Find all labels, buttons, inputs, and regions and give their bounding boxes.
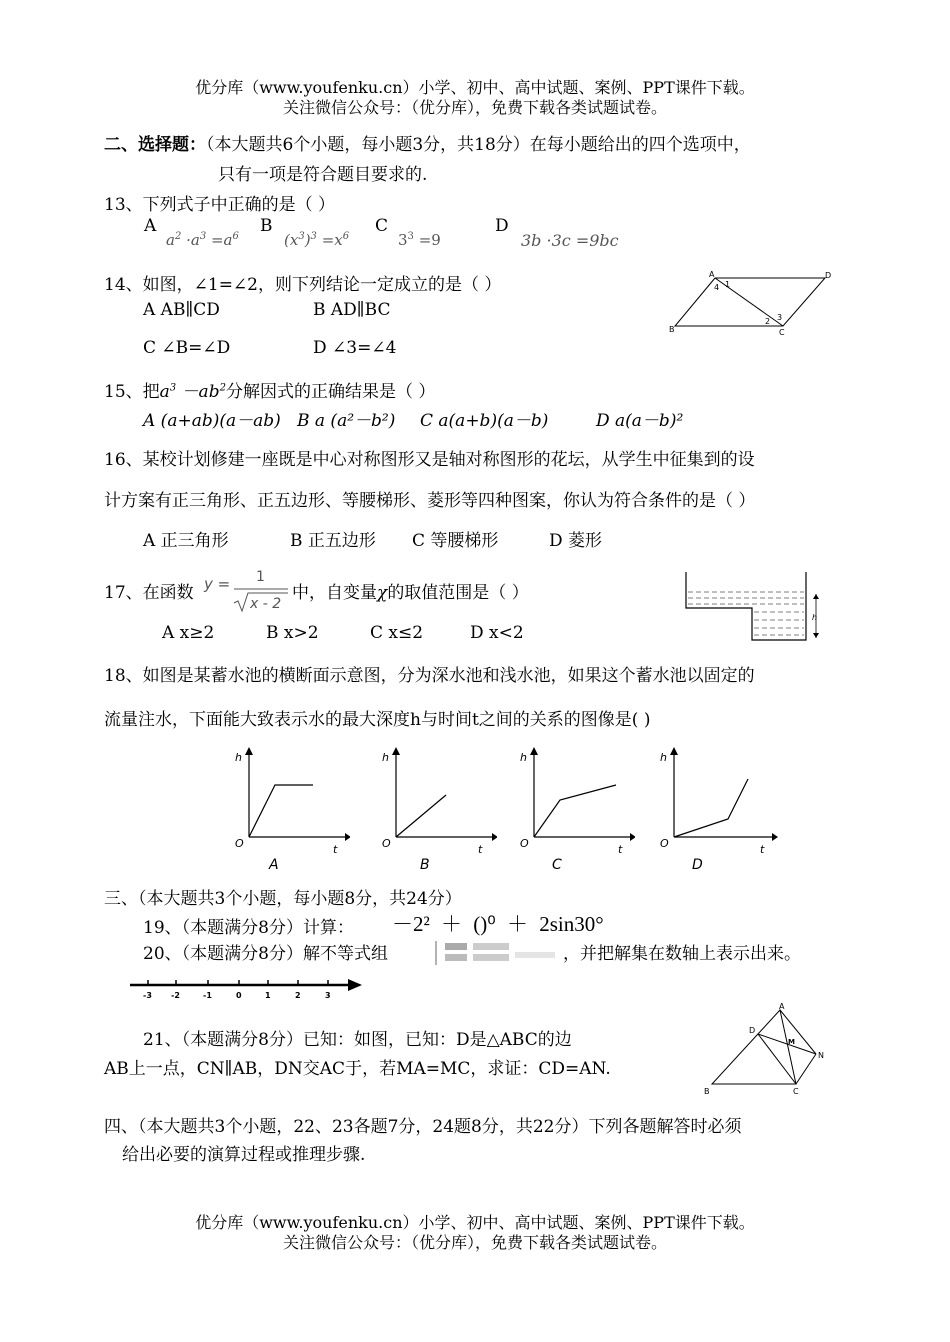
q18-graph-a-h: h	[235, 751, 242, 764]
q18-graph-c	[510, 745, 635, 875]
q17-var: χ	[377, 583, 388, 603]
q19-text: 19、（本题满分8分）计算：	[143, 918, 354, 938]
q21-label-c: C	[793, 1087, 799, 1096]
q21-label-d: D	[749, 1026, 756, 1035]
q20-tick-neg3: -3	[143, 991, 152, 1000]
section4-line-2: 给出必要的演算过程或推理步骤.	[122, 1145, 366, 1165]
q18-graph-c-h: h	[520, 751, 527, 764]
q16-option-b: B 正五边形	[290, 531, 376, 551]
svg-text:y =: y =	[204, 575, 231, 593]
q15-stem-suffix: 分解因式的正确结果是（ ）	[225, 382, 436, 402]
q20-tick-1: 1	[265, 991, 271, 1000]
q15-option-d: D a(a－b)²	[596, 411, 684, 431]
q20-text-suffix: ，并把解集在数轴上表示出来。	[563, 944, 801, 964]
section2-desc-1: （本大题共6个小题，每小题3分，共18分）在每小题给出的四个选项中，	[206, 135, 751, 155]
q18-line-1: 18、如图是某蓄水池的横断面示意图，分为深水池和浅水池，如果这个蓄水池以固定的	[104, 666, 755, 686]
q17-option-b: B x>2	[266, 623, 319, 643]
q17-stem-rest	[292, 578, 529, 603]
section2-desc-2: 只有一项是符合题目要求的.	[218, 165, 428, 185]
q18-graph-c-label: C	[552, 857, 562, 873]
q20-tick-3: 3	[325, 991, 331, 1000]
q18-graph-a-o: O	[235, 837, 244, 850]
q21-label-b: B	[704, 1087, 710, 1096]
q18-graph-b-h: h	[382, 751, 389, 764]
q21-label-a: A	[779, 1002, 785, 1011]
q14-option-d: D ∠3=∠4	[313, 338, 397, 358]
q13-option-c-label: C	[375, 216, 389, 236]
q20-inequality-system-image	[433, 937, 563, 967]
q15-stem	[104, 377, 435, 402]
q17-reservoir-figure	[684, 570, 834, 644]
q20-tick-0: 0	[236, 991, 242, 1000]
q18-graph-d	[650, 745, 780, 875]
q13-option-d-expr: 3b ·3c =9bc	[521, 231, 619, 250]
section2-heading	[104, 130, 751, 155]
q17-option-c: C x≤2	[370, 623, 424, 643]
q16-option-d: D 菱形	[549, 531, 603, 551]
q15-stem-prefix: 15、把	[104, 382, 160, 402]
q14-label-3: 3	[777, 313, 783, 322]
q13-option-a-label: A	[144, 216, 157, 236]
q13-option-a-expr: $a^2 \cdot a^3 =a^6$	[166, 231, 239, 249]
q20-tick-2: 2	[295, 991, 301, 1000]
q16-line-1: 16、某校计划修建一座既是中心对称图形又是轴对称图形的花坛，从学生中征集到的设	[104, 450, 755, 470]
q13-option-b-expr: $(x^3)^3 =x^6$	[284, 231, 350, 249]
q21-line-1: 21、（本题满分8分）已知：如图，已知：D是△ABC的边	[143, 1030, 572, 1050]
q21-triangle-figure	[700, 1000, 835, 1100]
q21-label-n: N	[818, 1051, 824, 1060]
q17-stem-mid: 中，自变量	[292, 583, 377, 603]
q14-label-1: 1	[725, 280, 731, 289]
q18-graph-c-t: t	[618, 843, 623, 856]
q16-option-a: A 正三角形	[143, 531, 229, 551]
q17-fig-label-h: h	[812, 613, 818, 622]
q18-graph-d-t: t	[760, 843, 765, 856]
q14-label-d: D	[825, 271, 832, 280]
q13-option-d-label: D	[495, 216, 509, 236]
q20-tick-neg1: -1	[203, 991, 212, 1000]
q13-option-b-label: B	[260, 216, 273, 236]
q18-graph-b	[372, 745, 497, 875]
q13-stem: 13、下列式子中正确的是（ ）	[104, 195, 336, 215]
footer-line-1: 优分库（www.youfenku.cn）小学、初中、高中试题、案例、PPT课件下载。	[195, 1213, 755, 1232]
q14-option-b: B AD∥BC	[313, 300, 391, 320]
q18-graph-d-h: h	[660, 751, 667, 764]
q17-stem-prefix: 17、在函数	[104, 583, 194, 603]
q14-label-a: A	[709, 270, 715, 279]
q18-graph-a-label: A	[269, 857, 279, 873]
header-line-2: 关注微信公众号：（优分库），免费下载各类试题试卷。	[282, 98, 667, 117]
q18-graph-b-t: t	[478, 843, 483, 856]
q17-option-a: A x≥2	[162, 623, 215, 643]
q21-label-m: M	[788, 1038, 795, 1046]
q18-graph-a-t: t	[333, 843, 338, 856]
q18-graph-b-o: O	[382, 837, 391, 850]
q14-option-a: A AB∥CD	[143, 300, 220, 320]
q18-graph-d-label: D	[692, 857, 703, 873]
q20-text-prefix: 20、（本题满分8分）解不等式组	[143, 944, 388, 964]
q14-label-4: 4	[714, 283, 720, 292]
q14-stem: 14、如图，∠1=∠2，则下列结论一定成立的是（ ）	[104, 275, 502, 295]
footer-line-2: 关注微信公众号：（优分库），免费下载各类试题试卷。	[282, 1233, 667, 1252]
q13-option-c-expr: $3^3 =9$	[398, 231, 441, 249]
q17-stem-suffix: 的取值范围是（ ）	[387, 583, 529, 603]
svg-text:1: 1	[256, 569, 265, 585]
q14-parallelogram-figure	[665, 268, 845, 336]
q16-option-c: C 等腰梯形	[412, 531, 499, 551]
svg-text:x - 2: x - 2	[250, 596, 282, 612]
q15-option-a: A (a+ab)(a－ab)	[143, 411, 281, 431]
q19-expression: －2² ＋ ()⁰ ＋ 2sin30°	[392, 912, 604, 936]
header-line-1: 优分库（www.youfenku.cn）小学、初中、高中试题、案例、PPT课件下载。	[195, 78, 755, 97]
q14-label-c: C	[779, 328, 785, 336]
section3-title: 三、（本大题共3个小题，每小题8分，共24分）	[104, 889, 462, 909]
q18-graph-a	[225, 745, 350, 875]
q16-line-2: 计方案有正三角形、正五边形、等腰梯形、菱形等四种图案，你认为符合条件的是（ ）	[104, 491, 756, 511]
q15-option-b: B a (a²－b²)	[297, 411, 396, 431]
q20-tick-neg2: -2	[171, 991, 180, 1000]
q15-expr: $a^3 -ab^2$	[159, 382, 226, 402]
q18-line-2: 流量注水，下面能大致表示水的最大深度h与时间t之间的关系的图像是( )	[104, 710, 651, 730]
q17-function-expr	[200, 563, 292, 615]
q21-line-2: AB上一点，CN∥AB，DN交AC于，若MA=MC，求证：CD=AN.	[104, 1059, 611, 1079]
q20-number-line	[128, 972, 368, 1002]
q14-option-c: C ∠B=∠D	[143, 338, 231, 358]
q18-graph-b-label: B	[420, 857, 430, 873]
section2-title: 二、选择题：	[104, 135, 206, 155]
q14-label-b: B	[669, 325, 675, 334]
q15-option-c: C a(a+b)(a－b)	[420, 411, 549, 431]
section4-line-1: 四、（本大题共3个小题，22、23各题7分，24题8分，共22分）下列各题解答时必须	[104, 1117, 742, 1137]
q14-label-2: 2	[765, 317, 771, 326]
q18-graph-d-o: O	[660, 837, 669, 850]
q18-graph-c-o: O	[520, 837, 529, 850]
q17-option-d: D x<2	[470, 623, 524, 643]
